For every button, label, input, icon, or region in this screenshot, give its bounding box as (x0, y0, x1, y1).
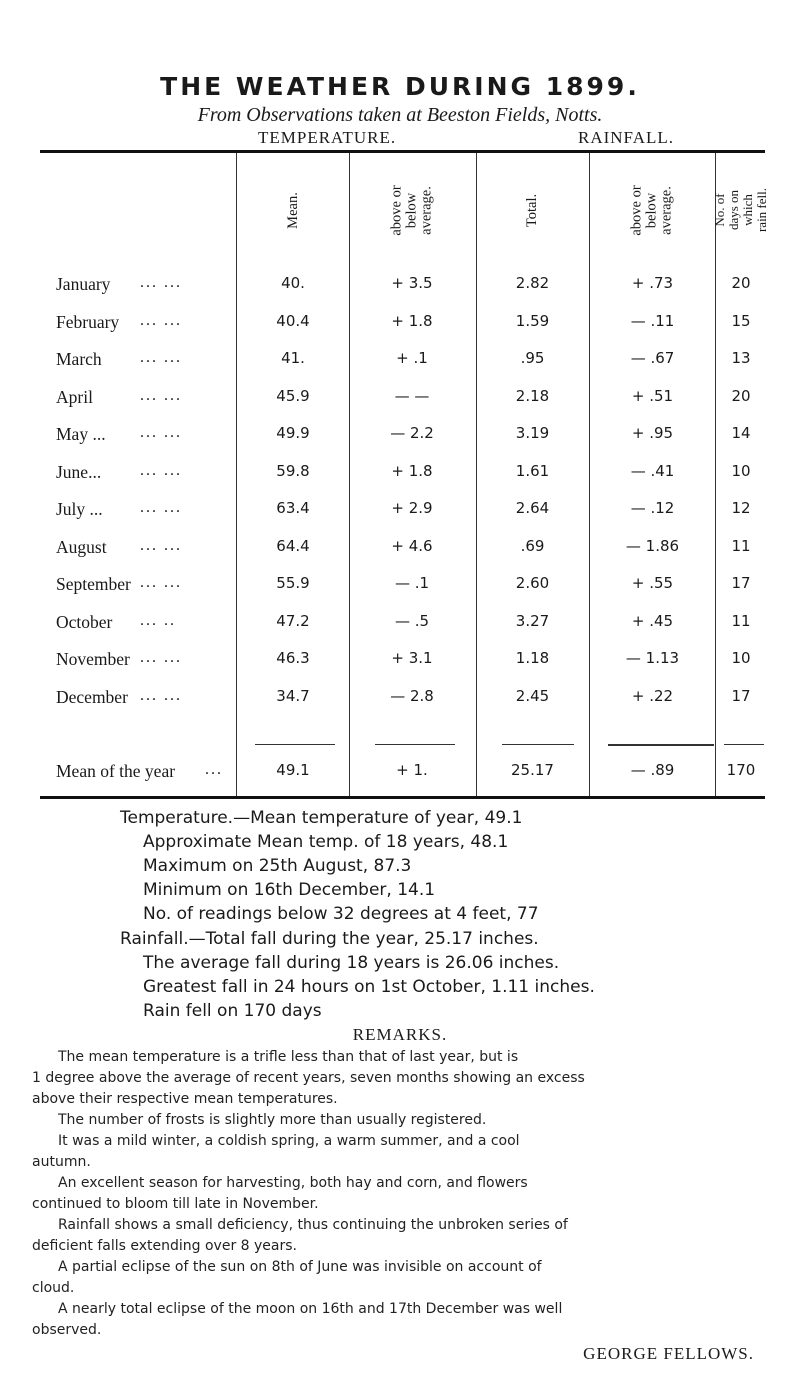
table-row (0, 574, 800, 602)
table-row (0, 537, 800, 565)
temperature-note: Maximum on 25th August, 87.3 (143, 856, 412, 876)
remark-line: deficient falls extending over 8 years. (32, 1238, 297, 1254)
rainfall-total: 2.45 (515, 687, 550, 705)
table-row (0, 612, 800, 640)
rainfall-deviation: + .95 (631, 424, 674, 442)
temperature-deviation: + 3.1 (391, 649, 433, 667)
leader-dots: ... ... (140, 537, 182, 554)
month-label: February (56, 312, 120, 332)
table-row (0, 274, 800, 302)
table-row (0, 687, 800, 715)
remark-line: It was a mild winter, a coldish spring, a warm summer, and a cool (58, 1133, 520, 1149)
month-label: January (56, 274, 111, 294)
rain-days: 17 (731, 687, 751, 705)
rainfall-total: 2.82 (515, 274, 550, 292)
signature: GEORGE FELLOWS. (583, 1344, 754, 1363)
rain-days: 10 (731, 649, 751, 667)
temperature-deviation: + .1 (396, 349, 428, 367)
temperature-note: No. of readings below 32 degrees at 4 feet, 77 (143, 904, 539, 924)
rain-days: 17 (731, 574, 751, 592)
rain-days: 20 (731, 387, 751, 405)
table-row (0, 649, 800, 677)
rainfall-deviation: + .55 (631, 574, 674, 592)
temperature-deviation: — 2.8 (390, 687, 434, 705)
leader-dots: ... ... (140, 274, 182, 291)
page-subtitle: From Observations taken at Beeston Fields, Notts. (197, 104, 603, 126)
table-row (0, 312, 800, 340)
rainfall-total: .95 (520, 349, 545, 367)
page-title: THE WEATHER DURING 1899. (160, 72, 640, 101)
table-row (0, 499, 800, 527)
rainfall-total: 2.60 (515, 574, 550, 592)
remark-line: observed. (32, 1322, 102, 1338)
table-summary-row (0, 761, 800, 789)
mean-temperature: 63.4 (276, 499, 310, 517)
table-top-rule (40, 150, 765, 153)
rainfall-heading: RAINFALL. (578, 128, 675, 147)
rainfall-deviation: — .12 (630, 499, 675, 517)
rainfall-total: 3.27 (515, 612, 550, 630)
summary-total: 25.17 (511, 761, 554, 779)
leader-dots: ... ... (140, 387, 182, 404)
mean-temperature: 40. (281, 274, 305, 292)
remarks-heading: REMARKS. (352, 1025, 448, 1044)
month-label: June... (56, 462, 102, 482)
rain-days: 11 (731, 537, 751, 555)
temperature-deviation: + 2.9 (391, 499, 433, 517)
rainfall-total: 2.64 (515, 499, 550, 517)
temperature-deviation: — — (394, 387, 430, 405)
rainfall-total: 1.18 (515, 649, 550, 667)
rainfall-note: Rainfall.—Total fall during the year, 25.17 inches. (120, 929, 539, 949)
sum-rule (724, 744, 764, 745)
temperature-deviation: + 1.8 (391, 462, 433, 480)
summary-rain-days: 170 (726, 761, 756, 779)
mean-temperature: 47.2 (276, 612, 310, 630)
remark-line: continued to bloom till late in November. (32, 1196, 319, 1212)
remark-line: A partial eclipse of the sun on 8th of June was invisible on account of (58, 1259, 542, 1275)
column-header-total: Total. (524, 193, 540, 227)
sum-rule (255, 744, 335, 745)
rainfall-deviation: — .11 (630, 312, 675, 330)
table-bottom-rule (40, 796, 765, 799)
mean-temperature: 49.9 (276, 424, 310, 442)
rainfall-note: Rain fell on 170 days (143, 1001, 322, 1021)
rainfall-deviation: + .51 (631, 387, 674, 405)
rainfall-total: 1.59 (515, 312, 550, 330)
leader-dots: ... ... (140, 349, 182, 366)
rainfall-total: 1.61 (515, 462, 550, 480)
month-label: December (56, 687, 128, 707)
sum-rule (502, 744, 574, 745)
month-label: March (56, 349, 102, 369)
leader-dots: ... ... (140, 462, 182, 479)
remark-line: The mean temperature is a trifle less than that of last year, but is (58, 1049, 519, 1065)
remark-line: autumn. (32, 1154, 91, 1170)
month-label: September (56, 574, 131, 594)
rainfall-total: 2.18 (515, 387, 550, 405)
month-label: August (56, 537, 107, 557)
column-header-mean: Mean. (284, 191, 301, 229)
mean-temperature: 34.7 (276, 687, 310, 705)
remark-line: Rainfall shows a small deficiency, thus continuing the unbroken series of (58, 1217, 568, 1233)
temperature-deviation: + 1.8 (391, 312, 433, 330)
mean-temperature: 45.9 (276, 387, 310, 405)
column-header-rain-deviation: above or below average. (628, 184, 675, 236)
month-label: May ... (56, 424, 106, 444)
rainfall-note: Greatest fall in 24 hours on 1st October, 1.11 inches. (143, 977, 595, 997)
rainfall-total: .69 (520, 537, 545, 555)
column-header-rain-days: No. of days on which rain fell. (711, 187, 769, 233)
remark-line: A nearly total eclipse of the moon on 16th and 17th December was well (58, 1301, 563, 1317)
table-row (0, 424, 800, 452)
temperature-note: Temperature.—Mean temperature of year, 49.1 (120, 808, 523, 828)
mean-temperature: 40.4 (276, 312, 310, 330)
table-row (0, 349, 800, 377)
month-label: October (56, 612, 113, 632)
leader-dots: ... ... (140, 649, 182, 666)
table-row (0, 462, 800, 490)
temperature-deviation: — .5 (394, 612, 430, 630)
summary-rain-deviation: — .89 (630, 761, 675, 779)
rainfall-deviation: — .67 (630, 349, 675, 367)
rain-days: 20 (731, 274, 751, 292)
rainfall-deviation: — .41 (630, 462, 675, 480)
temperature-deviation: — 2.2 (390, 424, 434, 442)
section-headings (0, 128, 800, 152)
leader-dots: ... .. (140, 612, 176, 629)
summary-mean: 49.1 (276, 761, 310, 779)
remark-line: above their respective mean temperatures. (32, 1091, 338, 1107)
remark-line: 1 degree above the average of recent years, seven months showing an excess (32, 1070, 585, 1086)
sum-rule (608, 744, 714, 746)
summary-temp-deviation: + 1. (396, 761, 428, 779)
leader-dots: ... ... (140, 312, 182, 329)
rainfall-deviation: + .45 (631, 612, 674, 630)
leader-dots: ... ... (140, 574, 182, 591)
rain-days: 15 (731, 312, 751, 330)
mean-temperature: 55.9 (276, 574, 310, 592)
temperature-note: Approximate Mean temp. of 18 years, 48.1 (143, 832, 509, 852)
rain-days: 13 (731, 349, 751, 367)
summary-label: Mean of the year (56, 761, 176, 781)
rainfall-deviation: — 1.86 (625, 537, 680, 555)
rain-days: 11 (731, 612, 751, 630)
mean-temperature: 64.4 (276, 537, 310, 555)
month-label: July ... (56, 499, 103, 519)
rain-days: 12 (731, 499, 751, 517)
rainfall-deviation: + .22 (631, 687, 674, 705)
sum-rule (375, 744, 455, 745)
table-row (0, 387, 800, 415)
rainfall-deviation: + .73 (631, 274, 674, 292)
column-header-temp-deviation: above or below average. (388, 184, 435, 236)
rain-days: 10 (731, 462, 751, 480)
remark-line: The number of frosts is slightly more than usually registered. (58, 1112, 487, 1128)
temperature-heading: TEMPERATURE. (258, 128, 397, 147)
leader-dots: ... ... (140, 424, 182, 441)
leader-dots: ... (205, 761, 223, 778)
temperature-deviation: + 3.5 (391, 274, 433, 292)
leader-dots: ... ... (140, 499, 182, 516)
remark-line: cloud. (32, 1280, 75, 1296)
mean-temperature: 41. (281, 349, 305, 367)
mean-temperature: 59.8 (276, 462, 310, 480)
temperature-deviation: + 4.6 (391, 537, 433, 555)
month-label: April (56, 387, 93, 407)
temperature-deviation: — .1 (394, 574, 430, 592)
remark-line: An excellent season for harvesting, both hay and corn, and flowers (58, 1175, 528, 1191)
mean-temperature: 46.3 (276, 649, 310, 667)
rainfall-note: The average fall during 18 years is 26.06 inches. (143, 953, 560, 973)
rainfall-deviation: — 1.13 (625, 649, 680, 667)
leader-dots: ... ... (140, 687, 182, 704)
month-label: November (56, 649, 130, 669)
rainfall-total: 3.19 (515, 424, 550, 442)
rain-days: 14 (731, 424, 751, 442)
temperature-note: Minimum on 16th December, 14.1 (143, 880, 436, 900)
